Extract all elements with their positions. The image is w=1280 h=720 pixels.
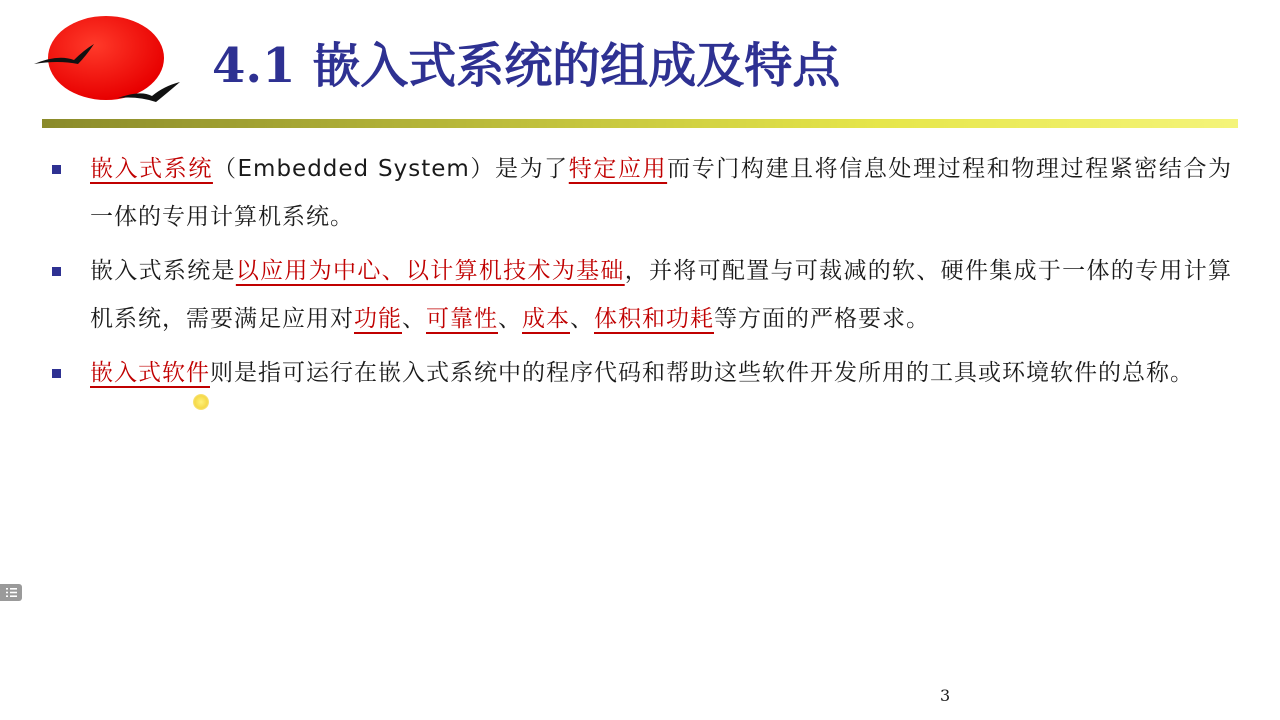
bullet-text: 嵌入式系统是: [90, 258, 236, 284]
highlighted-term: 体积和功耗: [594, 306, 714, 332]
bullet-list: [52, 145, 1232, 403]
list-icon: [0, 584, 22, 601]
sun-with-birds-logo: [28, 14, 188, 114]
highlighted-term: 特定应用: [568, 156, 668, 182]
bullet-item: [52, 349, 1232, 397]
slide-title: 4.1 嵌入式系统的组成及特点: [212, 38, 841, 94]
pointer-highlight-icon: [193, 394, 209, 410]
highlighted-term: 以应用为中心、以计算机技术为基础: [235, 258, 625, 284]
bullet-text: 、: [498, 306, 522, 332]
bullet-text: 、: [402, 306, 426, 332]
title-divider: [42, 119, 1238, 128]
bullet-square-icon: [52, 267, 61, 276]
bullet-item: [52, 247, 1232, 343]
highlighted-term: 嵌入式系统: [90, 156, 213, 182]
bullet-text: 、: [570, 306, 594, 332]
highlighted-term: 成本: [522, 306, 570, 332]
slide-menu-button[interactable]: [0, 584, 22, 601]
bullet-text: 则是指可运行在嵌入式系统中的程序代码和帮助这些软件开发所用的工具或环境软件的总称。: [210, 360, 1194, 386]
bullet-text: ，并将可配置与可裁减的软、硬件集成于一体的专用计算机系统，需要满足应用对: [90, 258, 1233, 332]
bullet-text: 等方面的严格要求。: [714, 306, 930, 332]
bullet-square-icon: [52, 165, 61, 174]
highlighted-term: 嵌入式软件: [90, 360, 210, 386]
highlighted-term: 可靠性: [426, 306, 498, 332]
bullet-item: [52, 145, 1232, 241]
bullet-text: （Embedded System）是为了: [212, 156, 569, 182]
bullet-text: 而专门构建且将信息处理过程和物理过程紧密结合为一体的专用计算机系统。: [90, 156, 1233, 230]
highlighted-term: 功能: [354, 306, 402, 332]
page-number: 3: [940, 686, 951, 705]
bullet-square-icon: [52, 369, 61, 378]
